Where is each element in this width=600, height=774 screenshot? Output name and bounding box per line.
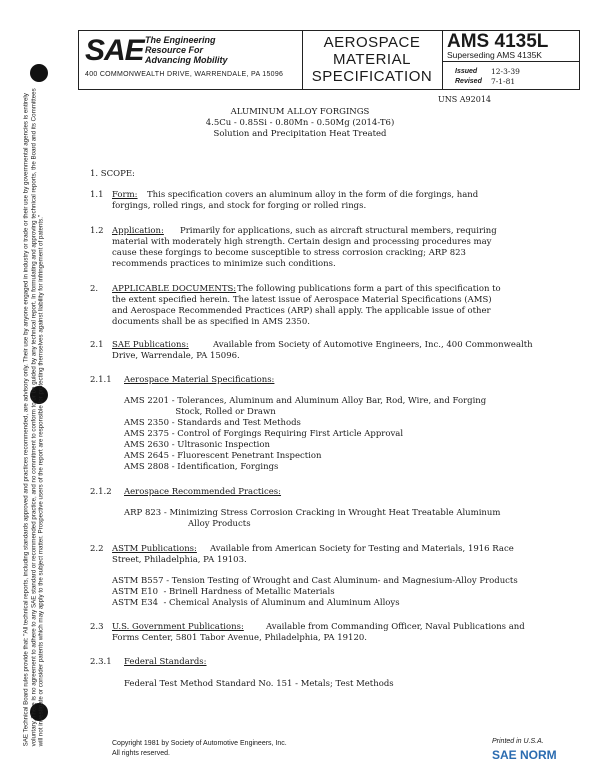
section-2-line-3: and Aerospace Recommended Practices (ARP) shall apply. The applicable issue of other [112,306,491,316]
revised-date: 7-1-81 [491,77,516,86]
title-line-2: 4.5Cu - 0.85Si - 0.80Mn - 0.50Mg (2014-T6) [205,118,395,128]
astm-list-item: ASTM E10 - Brinell Hardness of Metallic Materials [112,587,335,597]
section-2-line-4: documents shall be as specified in AMS 2350. [112,317,310,327]
section-1-1-heading: Form: [112,190,138,200]
revised-label: Revised [455,78,482,85]
ams-list-item: AMS 2630 - Ultrasonic Inspection [124,440,270,450]
section-1-heading: 1. SCOPE: [90,169,135,179]
section-2-2-line-2: Street, Philadelphia, PA 19103. [112,555,247,565]
section-2-1-num: 2.1 [90,340,104,350]
ams-list-item: Stock, Rolled or Drawn [124,407,276,417]
section-2-3-1-num: 2.3.1 [90,657,112,667]
federal-standard-151: Federal Test Method Standard No. 151 - Metals; Test Methods [124,679,394,689]
section-1-2-line-1: Primarily for applications, such as aircraft structural members, requiring [180,226,497,236]
ams-list-item: AMS 2808 - Identification, Forgings [124,462,279,472]
section-2-line-2: the extent specified herein. The latest issue of Aerospace Material Specifications (AMS) [112,295,492,305]
issued-date: 12-3-39 [491,67,520,76]
arp-823-line-2: Alloy Products [188,519,251,529]
title-line-3: Solution and Precipitation Heat Treated [213,129,387,139]
ams-list-item: AMS 2645 - Fluorescent Penetrant Inspection [124,451,322,461]
sae-address: 400 COMMONWEALTH DRIVE, WARRENDALE, PA 15096 [85,71,284,78]
title-line-1: ALUMINUM ALLOY FORGINGS [230,107,370,117]
section-2-line-1: The following publications form a part of this specification to [237,284,501,294]
uns-number: UNS A92014 [438,95,491,104]
section-1-2-line-3: cause these forgings to become susceptible to stress corrosion cracking; ARP 823 [112,248,466,258]
section-2-2-heading: ASTM Publications: [112,544,197,554]
header-box [78,30,580,90]
ams-number: AMS 4135L [447,31,549,52]
section-2-3-num: 2.3 [90,622,104,632]
section-1-2-heading: Application: [112,226,164,236]
ams-list-item: AMS 2375 - Control of Forgings Requiring First Article Approval [124,429,404,439]
section-2-2-num: 2.2 [90,544,104,554]
doc-type: AEROSPACE MATERIAL SPECIFICATION [311,34,433,85]
section-1-2-num: 1.2 [90,226,104,236]
section-1-1-num: 1.1 [90,190,104,200]
section-1-2-line-2: material with moderately high strength. Certain design and processing procedures may [112,237,492,247]
ams-list-item: AMS 2201 - Tolerances, Aluminum and Aluminum Alloy Bar, Rod, Wire, and Forging [124,396,487,406]
section-1-1-line-1: This specification covers an aluminum alloy in the form of die forgings, hand [147,190,479,200]
section-1-2-line-4: recommends practices to minimize such conditions. [112,259,336,269]
section-2-1-1-heading: Aerospace Material Specifications: [124,375,275,385]
section-2-1-heading: SAE Publications: [112,340,189,350]
section-2-1-2-num: 2.1.2 [90,487,112,497]
section-2-2-line-1: Available from American Society for Testing and Materials, 1916 Race [210,544,514,554]
sae-norm-watermark: SAE NORM [492,748,557,762]
section-2-3-1-heading: Federal Standards: [124,657,207,667]
section-2-3-line-1: Available from Commanding Officer, Naval Publications and [266,622,525,632]
section-1-1-line-2: forgings, rolled rings, and stock for forging or rolled rings. [112,201,367,211]
astm-list-item: ASTM B557 - Tension Testing of Wrought and Cast Aluminum- and Magnesium-Alloy Products [112,576,518,586]
sae-logo: SAE [85,34,144,67]
ams-list-item: AMS 2350 - Standards and Test Methods [124,418,301,428]
logo-tagline: The Engineering Resource For Advancing Mobility [145,35,228,65]
section-2-1-1-num: 2.1.1 [90,375,112,385]
section-2-heading: APPLICABLE DOCUMENTS: [112,284,237,294]
printed-in-usa: Printed in U.S.A. [492,738,544,745]
section-2-1-line-2: Drive, Warrendale, PA 15096. [112,351,240,361]
astm-list-item: ASTM E34 - Chemical Analysis of Aluminum and Aluminum Alloys [112,598,400,608]
side-disclaimer: SAE Technical Board rules provide that: "All technical reports, including standards approved and practices recommended, are advisory only. Their use by anyone engaged in industry or trade or their use by governmental agencies is entirely voluntary. There is no agreement to adhere to any SAE standard or recommended practice, and no commitment to conform to or be guided by any technical report. In formulating and approving technical reports, the Board and its Committees will not investigate or consider patents which may apply to the subject matter. Prospective users of the report are responsible for protecting themselves against liability for infringement of patents." [22,88,45,747]
section-2-num: 2. [90,284,99,294]
rights-reserved: All rights reserved. [112,750,170,757]
issued-label: Issued [455,68,478,75]
superseding: Superseding AMS 4135K [447,50,542,60]
section-2-3-line-2: Forms Center, 5801 Tabor Avenue, Philadelphia, PA 19120. [112,633,367,643]
copyright: Copyright 1981 by Society of Automotive Engineers, Inc. [112,740,287,747]
punch-hole-top [30,64,48,82]
arp-823-line-1: ARP 823 - Minimizing Stress Corrosion Cracking in Wrought Heat Treatable Aluminum [124,508,501,518]
section-2-3-heading: U.S. Government Publications: [112,622,244,632]
section-2-1-2-heading: Aerospace Recommended Practices: [124,487,282,497]
section-2-1-line-1: Available from Society of Automotive Engineers, Inc., 400 Commonwealth [213,340,533,350]
